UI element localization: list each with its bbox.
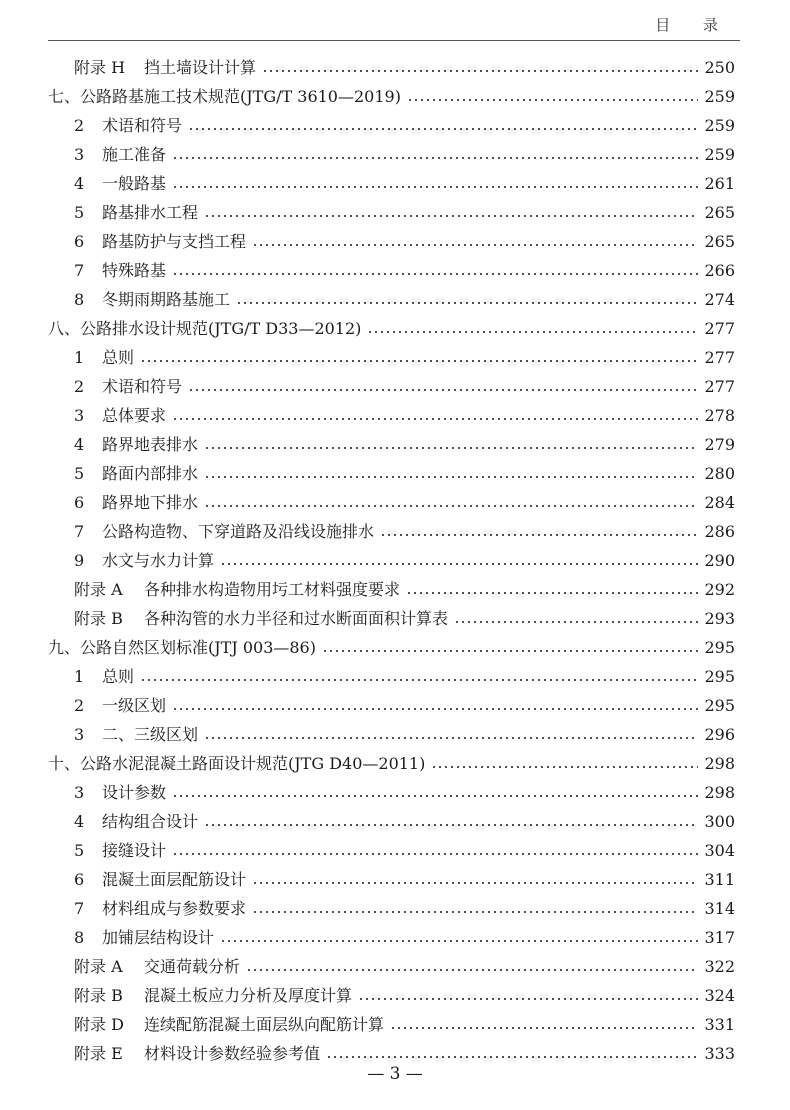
dot-leader	[188, 388, 698, 392]
toc-entry-sub[interactable]	[74, 663, 735, 691]
toc-entry-page: 298	[704, 783, 735, 802]
toc-entry-sub[interactable]	[74, 808, 735, 836]
dot-leader	[172, 272, 698, 276]
dot-leader	[252, 910, 698, 914]
toc-entry-number: 5	[74, 464, 85, 483]
toc-entry-appendix[interactable]	[74, 982, 735, 1010]
toc-entry-title: 路界地下排水	[102, 493, 199, 512]
toc-entry-title: 挡土墙设计计算	[144, 58, 257, 77]
toc-entry-number: 4	[74, 174, 85, 193]
toc-entry-page: 314	[704, 899, 735, 918]
toc-entry-page: 250	[704, 58, 735, 77]
toc-entry-section[interactable]	[48, 750, 735, 778]
toc-entry-page: 265	[704, 203, 735, 222]
toc-entry-page: 331	[704, 1015, 735, 1034]
toc-entry-sub[interactable]	[74, 199, 735, 227]
toc-entry-page: 304	[704, 841, 735, 860]
dot-leader	[407, 98, 699, 102]
toc-entry-appendix-tag: 附录 E	[74, 1044, 123, 1063]
toc-entry-number: 7	[74, 261, 85, 280]
toc-entry-title: 路基防护与支挡工程	[102, 232, 247, 251]
toc-entry-appendix-tag: 附录 B	[74, 609, 123, 628]
dot-leader	[204, 446, 698, 450]
toc-entry-sub[interactable]	[74, 924, 735, 952]
toc-entry-title: 一级区划	[102, 696, 167, 715]
toc-entry-sub[interactable]	[74, 460, 735, 488]
toc-entry-title: 九、公路自然区划标准(JTJ 003—86)	[48, 638, 316, 657]
toc-entry-number: 2	[74, 116, 85, 135]
toc-entry-section[interactable]	[48, 83, 735, 111]
toc-entry-sub[interactable]	[74, 431, 735, 459]
toc-entry-appendix[interactable]	[74, 605, 735, 633]
toc-entry-appendix-tag: 附录 A	[74, 957, 123, 976]
toc-entry-number: 3	[74, 783, 85, 802]
dot-leader	[204, 214, 698, 218]
dot-leader	[204, 475, 698, 479]
dot-leader	[406, 591, 698, 595]
toc-entry-appendix-tag: 附录 H	[74, 58, 126, 77]
toc-entry-number: 8	[74, 290, 85, 309]
toc-entry-appendix-tag: 附录 B	[74, 986, 123, 1005]
toc-entry-sub[interactable]	[74, 257, 735, 285]
toc-entry-appendix[interactable]	[74, 576, 735, 604]
running-title: 目 录	[655, 16, 732, 34]
toc-entry-page: 293	[704, 609, 735, 628]
toc-entry-title: 路界地表排水	[102, 435, 199, 454]
toc-entry-sub[interactable]	[74, 895, 735, 923]
toc-entry-title: 一般路基	[102, 174, 167, 193]
toc-entry-number: 4	[74, 435, 85, 454]
dot-leader	[326, 1055, 698, 1059]
toc-entry-page: 277	[704, 377, 735, 396]
dot-leader	[252, 243, 698, 247]
toc-entry-appendix[interactable]	[74, 54, 735, 82]
toc-entry-title: 冬期雨期路基施工	[102, 290, 231, 309]
toc-entry-number: 4	[74, 812, 85, 831]
toc-entry-page: 295	[704, 638, 735, 657]
toc-entry-sub[interactable]	[74, 692, 735, 720]
toc-entry-title: 结构组合设计	[102, 812, 199, 831]
toc-entry-page: 333	[704, 1044, 735, 1063]
toc-entry-sub[interactable]	[74, 141, 735, 169]
toc-entry-page: 277	[704, 319, 735, 338]
toc-entry-section[interactable]	[48, 315, 735, 343]
dot-leader	[236, 301, 698, 305]
toc-entry-sub[interactable]	[74, 373, 735, 401]
dot-leader	[367, 330, 698, 334]
toc-entry-number: 1	[74, 348, 85, 367]
dot-leader	[172, 852, 698, 856]
toc-entry-title: 混凝土面层配筋设计	[102, 870, 247, 889]
toc-entry-title: 总则	[102, 667, 135, 686]
toc-entry-page: 259	[704, 145, 735, 164]
dot-leader	[220, 939, 698, 943]
toc-entry-number: 8	[74, 928, 85, 947]
toc-entry-title: 十、公路水泥混凝土路面设计规范(JTG D40—2011)	[48, 754, 426, 773]
toc-entry-sub[interactable]	[74, 489, 735, 517]
dot-leader	[140, 678, 698, 682]
dot-leader	[204, 736, 698, 740]
toc-entry-page: 280	[704, 464, 735, 483]
dot-leader	[140, 359, 698, 363]
toc-entry-sub[interactable]	[74, 170, 735, 198]
toc-entry-title: 总体要求	[102, 406, 167, 425]
toc-entry-number: 7	[74, 899, 85, 918]
toc-entry-page: 259	[704, 116, 735, 135]
toc-entry-sub[interactable]	[74, 286, 735, 314]
toc-entry-title: 术语和符号	[102, 116, 183, 135]
toc-entry-title: 各种排水构造物用圬工材料强度要求	[144, 580, 401, 599]
toc-entry-sub[interactable]	[74, 547, 735, 575]
toc-entry-number: 3	[74, 406, 85, 425]
dot-leader	[246, 968, 698, 972]
toc-entry-title: 各种沟管的水力半径和过水断面面积计算表	[144, 609, 449, 628]
dot-leader	[188, 127, 698, 131]
toc-entry-number: 5	[74, 203, 85, 222]
toc-entry-title: 总则	[102, 348, 135, 367]
toc-entry-page: 284	[704, 493, 735, 512]
toc-entry-page: 311	[704, 870, 735, 889]
toc-entry-title: 材料设计参数经验参考值	[144, 1044, 321, 1063]
dot-leader	[322, 649, 698, 653]
toc-entry-page: 274	[704, 290, 735, 309]
toc-entry-sub[interactable]	[74, 402, 735, 430]
toc-entry-title: 加铺层结构设计	[102, 928, 215, 947]
toc-entry-number: 1	[74, 667, 85, 686]
header-rule	[48, 40, 740, 41]
toc-entry-number: 6	[74, 232, 85, 251]
toc-entry-title: 七、公路路基施工技术规范(JTG/T 3610—2019)	[48, 87, 401, 106]
toc-entry-number: 5	[74, 841, 85, 860]
toc-entry-number: 9	[74, 551, 85, 570]
dot-leader	[204, 504, 698, 508]
toc-entry-page: 261	[704, 174, 735, 193]
dot-leader	[262, 69, 698, 73]
toc-entry-title: 八、公路排水设计规范(JTG/T D33—2012)	[48, 319, 362, 338]
dot-leader	[220, 562, 698, 566]
toc-entry-title: 施工准备	[102, 145, 167, 164]
dot-leader	[172, 794, 698, 798]
toc-entry-page: 295	[704, 667, 735, 686]
toc-entry-title: 路面内部排水	[102, 464, 199, 483]
dot-leader	[172, 185, 698, 189]
toc-entry-page: 300	[704, 812, 735, 831]
toc-entry-sub[interactable]	[74, 344, 735, 372]
toc-entry-page: 265	[704, 232, 735, 251]
toc-entry-number: 3	[74, 725, 85, 744]
toc-entry-title: 二、三级区划	[102, 725, 199, 744]
dot-leader	[172, 417, 698, 421]
toc-entry-title: 特殊路基	[102, 261, 167, 280]
toc-entry-sub[interactable]	[74, 837, 735, 865]
toc-entry-title: 水文与水力计算	[102, 551, 215, 570]
toc-entry-page: 277	[704, 348, 735, 367]
toc-entry-number: 6	[74, 493, 85, 512]
toc-entry-sub[interactable]	[74, 779, 735, 807]
toc-entry-page: 295	[704, 696, 735, 715]
toc-entry-page: 296	[704, 725, 735, 744]
toc-entry-number: 6	[74, 870, 85, 889]
toc-entry-title: 材料组成与参数要求	[102, 899, 247, 918]
toc-entry-appendix-tag: 附录 A	[74, 580, 123, 599]
toc-entry-sub[interactable]	[74, 518, 735, 546]
toc-entry-page: 279	[704, 435, 735, 454]
toc-entry-sub[interactable]	[74, 721, 735, 749]
dot-leader	[204, 823, 698, 827]
dot-leader	[454, 620, 698, 624]
toc-entry-section[interactable]	[48, 634, 735, 662]
dot-leader	[390, 1026, 698, 1030]
toc-entry-sub[interactable]	[74, 866, 735, 894]
dot-leader	[172, 156, 698, 160]
toc-entry-sub[interactable]	[74, 228, 735, 256]
page-number: — 3 —	[367, 1064, 423, 1084]
toc-entry-title: 接缝设计	[102, 841, 167, 860]
toc-entry-page: 317	[704, 928, 735, 947]
toc-entry-page: 292	[704, 580, 735, 599]
toc-entry-sub[interactable]	[74, 112, 735, 140]
toc-entry-page: 266	[704, 261, 735, 280]
toc-entry-number: 2	[74, 377, 85, 396]
toc-entry-appendix[interactable]	[74, 953, 735, 981]
toc-entry-title: 交通荷载分析	[144, 957, 241, 976]
toc-entry-title: 公路构造物、下穿道路及沿线设施排水	[102, 522, 375, 541]
toc-entry-appendix-tag: 附录 D	[74, 1015, 124, 1034]
toc-entry-appendix[interactable]	[74, 1011, 735, 1039]
toc-entry-title: 混凝土板应力分析及厚度计算	[144, 986, 353, 1005]
toc-entry-page: 259	[704, 87, 735, 106]
toc-entry-page: 298	[704, 754, 735, 773]
dot-leader	[358, 997, 698, 1001]
toc-entry-title: 设计参数	[102, 783, 167, 802]
dot-leader	[380, 533, 698, 537]
toc-entry-number: 2	[74, 696, 85, 715]
toc-entry-title: 路基排水工程	[102, 203, 199, 222]
toc-entry-page: 286	[704, 522, 735, 541]
toc-entry-number: 3	[74, 145, 85, 164]
toc-entry-page: 324	[704, 986, 735, 1005]
dot-leader	[252, 881, 698, 885]
toc-entry-page: 290	[704, 551, 735, 570]
dot-leader	[431, 765, 698, 769]
toc-entry-number: 7	[74, 522, 85, 541]
toc-entry-title: 术语和符号	[102, 377, 183, 396]
dot-leader	[172, 707, 698, 711]
toc-entry-page: 278	[704, 406, 735, 425]
toc-entry-page: 322	[704, 957, 735, 976]
toc-entry-title: 连续配筋混凝土面层纵向配筋计算	[144, 1015, 385, 1034]
